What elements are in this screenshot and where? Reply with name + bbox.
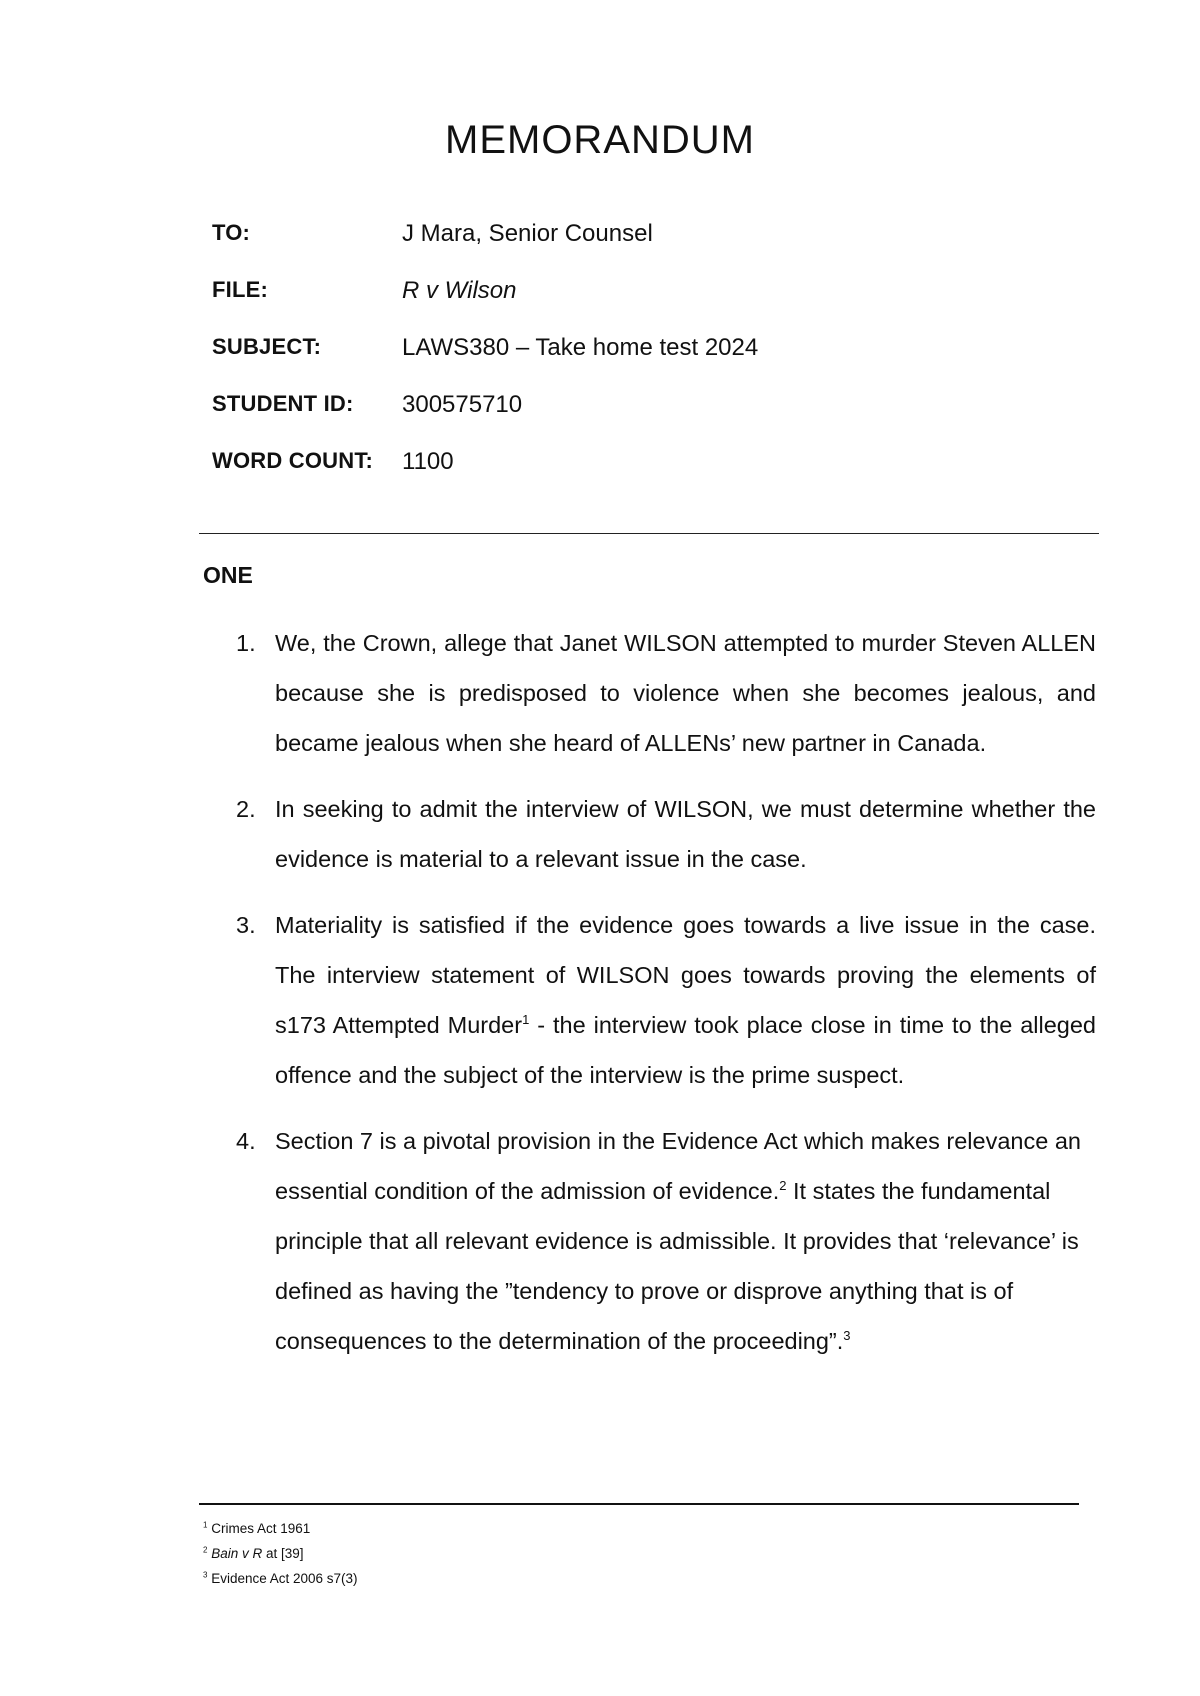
to-row	[212, 220, 1012, 277]
footnote-3	[203, 1566, 358, 1591]
paragraph-4	[230, 1116, 1096, 1366]
word-count-row	[212, 448, 1012, 505]
paragraph-1	[230, 618, 1096, 768]
subject-label: SUBJECT:	[212, 334, 322, 359]
paragraph-number: 4.	[236, 1128, 256, 1154]
paragraph-number: 3.	[236, 912, 256, 938]
subject-row	[212, 334, 1012, 391]
file-label: FILE:	[212, 277, 268, 302]
file-row	[212, 277, 1012, 334]
section-heading: ONE	[203, 562, 253, 588]
paragraph-number: 2.	[236, 796, 256, 822]
paragraph-3	[230, 900, 1096, 1100]
header-divider	[199, 533, 1099, 534]
paragraph-text: Section 7 is a pivotal provision in the Evidence Act which makes relevance an essential condition of the admission of evidence.	[275, 1128, 1081, 1204]
footnote-text: Evidence Act 2006 s7(3)	[207, 1571, 358, 1586]
footnote-2	[203, 1541, 358, 1566]
memo-header-fields	[212, 220, 1012, 505]
footnote-text: at [39]	[262, 1546, 304, 1561]
footnote-case-name: Bain v R	[211, 1546, 263, 1561]
memo-title: MEMORANDUM	[445, 118, 755, 162]
paragraph-text: Materiality is satisfied if the evidence goes towards a live issue in the case. The interview statement of WILSON goes towards proving the elements of s173 Attempted Murder	[275, 912, 1096, 1038]
student-id-row	[212, 391, 1012, 448]
footnote-ref[interactable]: 3	[843, 1328, 851, 1344]
to-label: TO:	[212, 220, 251, 245]
paragraph-text-cont: It states the fundamental principle that all relevant evidence is admissible. It provides that ‘relevance’ is defined as having the ”tendency to prove or disprove anything that is of consequences to the determination of the proceeding”.	[275, 1178, 1079, 1354]
paragraph-text: In seeking to admit the interview of WILSON, we must determine whether the evidence is material to a relevant issue in the case.	[275, 796, 1096, 872]
to-value: J Mara, Senior Counsel	[402, 220, 653, 247]
footnote-number: 2	[203, 1545, 208, 1555]
footnotes	[203, 1516, 358, 1591]
student-id-label: STUDENT ID:	[212, 391, 354, 416]
footnote-number: 3	[203, 1570, 208, 1580]
paragraph-number: 1.	[236, 630, 256, 656]
paragraph-text-cont: - the interview took place close in time to the alleged offence and the subject of the interview is the prime suspect.	[275, 1012, 1096, 1088]
paragraph-text: We, the Crown, allege that Janet WILSON attempted to murder Steven ALLEN because she is predisposed to violence when she becomes jealous, and became jealous when she heard of ALLENs’ new partner in Canada.	[275, 630, 1096, 756]
paragraph-2	[230, 784, 1096, 884]
word-count-value: 1100	[402, 448, 454, 475]
footnote-1	[203, 1516, 358, 1541]
footnote-divider	[199, 1503, 1079, 1505]
footnote-number: 1	[203, 1520, 208, 1530]
footnote-ref[interactable]: 2	[779, 1178, 787, 1194]
numbered-paragraphs	[230, 618, 1096, 1382]
footnote-ref[interactable]: 1	[522, 1012, 530, 1028]
footnote-text: Crimes Act 1961	[207, 1521, 311, 1536]
word-count-label: WORD COUNT:	[212, 448, 374, 473]
subject-value: LAWS380 – Take home test 2024	[402, 334, 759, 361]
student-id-value: 300575710	[402, 391, 523, 418]
file-value: R v Wilson	[402, 277, 517, 304]
